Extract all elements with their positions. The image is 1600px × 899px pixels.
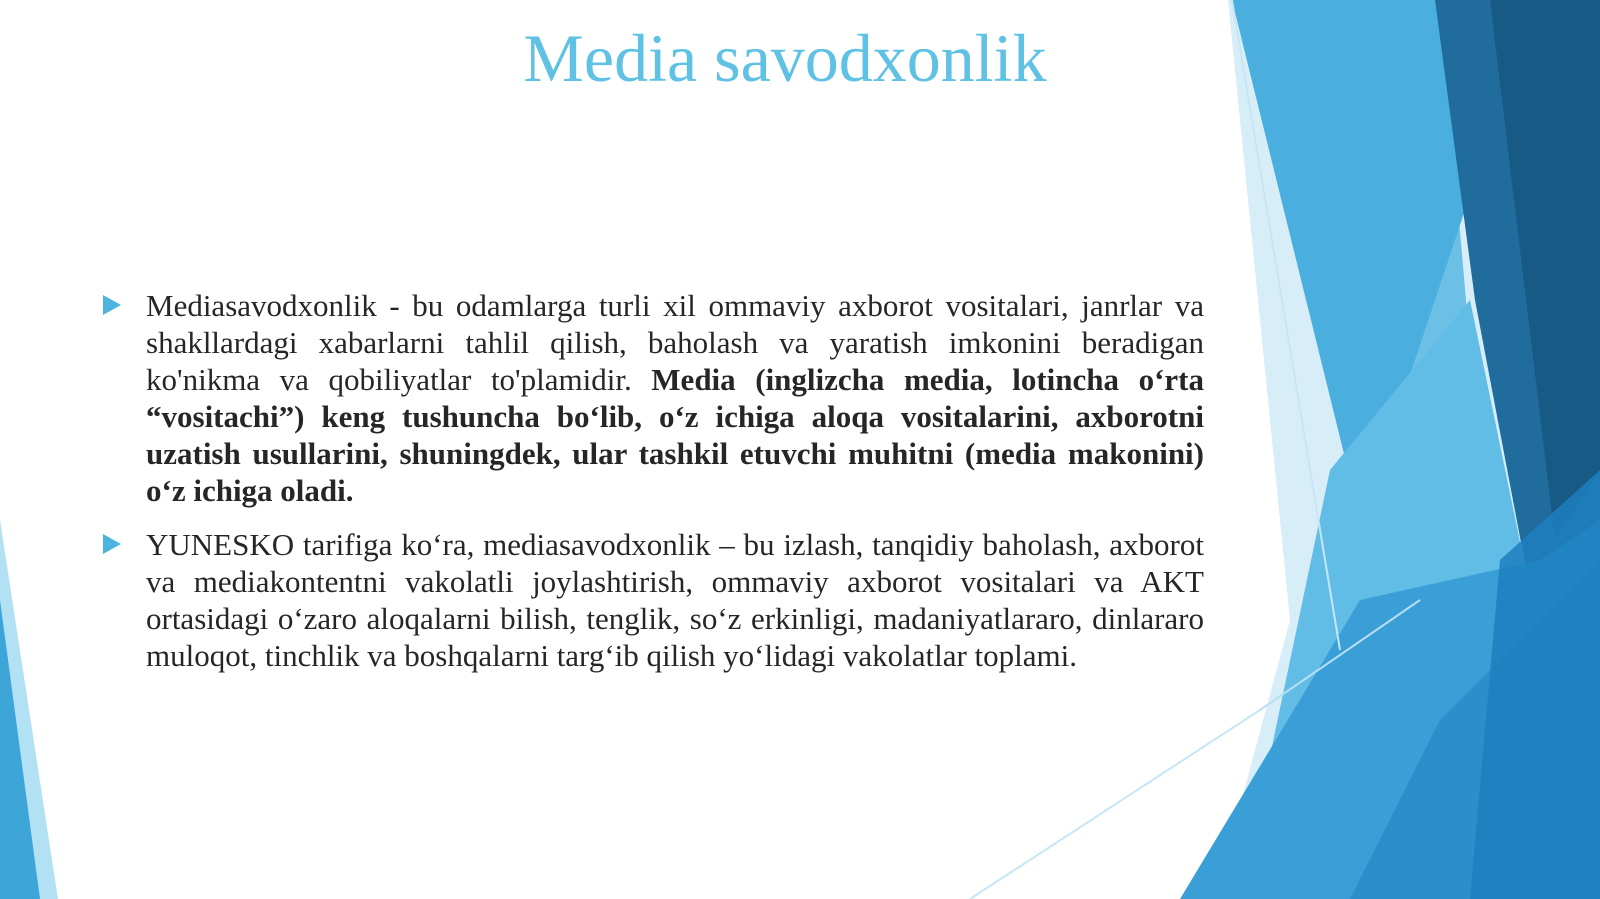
paragraph-1-bold-text: Media (inglizcha media, lotincha o‘rta “vositachi”) keng tushuncha bo‘lib, o‘z ichiga aloqa vositalarini, axborotni uzatish usullarini, shuningdek, ular tashkil etuvchi muhitni (media makonini) o‘z ichiga oladi. xyxy=(146,362,1204,508)
slide-body xyxy=(102,287,1204,691)
paragraph-2-text: YUNESKO tarifiga ko‘ra, mediasavodxonlik – bu izlash, tanqidiy baholash, axborot va mediakontentni vakolatli joylashtirish, ommaviy axborot vositalari va AKT ortasidagi o‘zaro aloqalarni bilish, tenglik, so‘z erkinligi, madaniyatlararo, dinlararo muloqot, tinchlik va boshqalarni targ‘ib qilish yo‘lidagi vakolatlar toplami. xyxy=(146,527,1204,673)
bullet-paragraph-1 xyxy=(102,287,1204,509)
triangle-right-icon xyxy=(103,295,121,315)
bullet-paragraph-2 xyxy=(102,526,1204,674)
triangle-right-icon xyxy=(103,534,121,554)
slide-title: Media savodxonlik xyxy=(523,20,1047,96)
paragraph-1-text: Mediasavodxonlik - bu odamlarga turli xil ommaviy axborot vositalari, janrlar va shakllardagi xabarlarni tahlil qilish, baholash va yaratish imkonini beradigan ko'nikma va qobiliyatlar to'plamidir. xyxy=(146,288,1204,397)
